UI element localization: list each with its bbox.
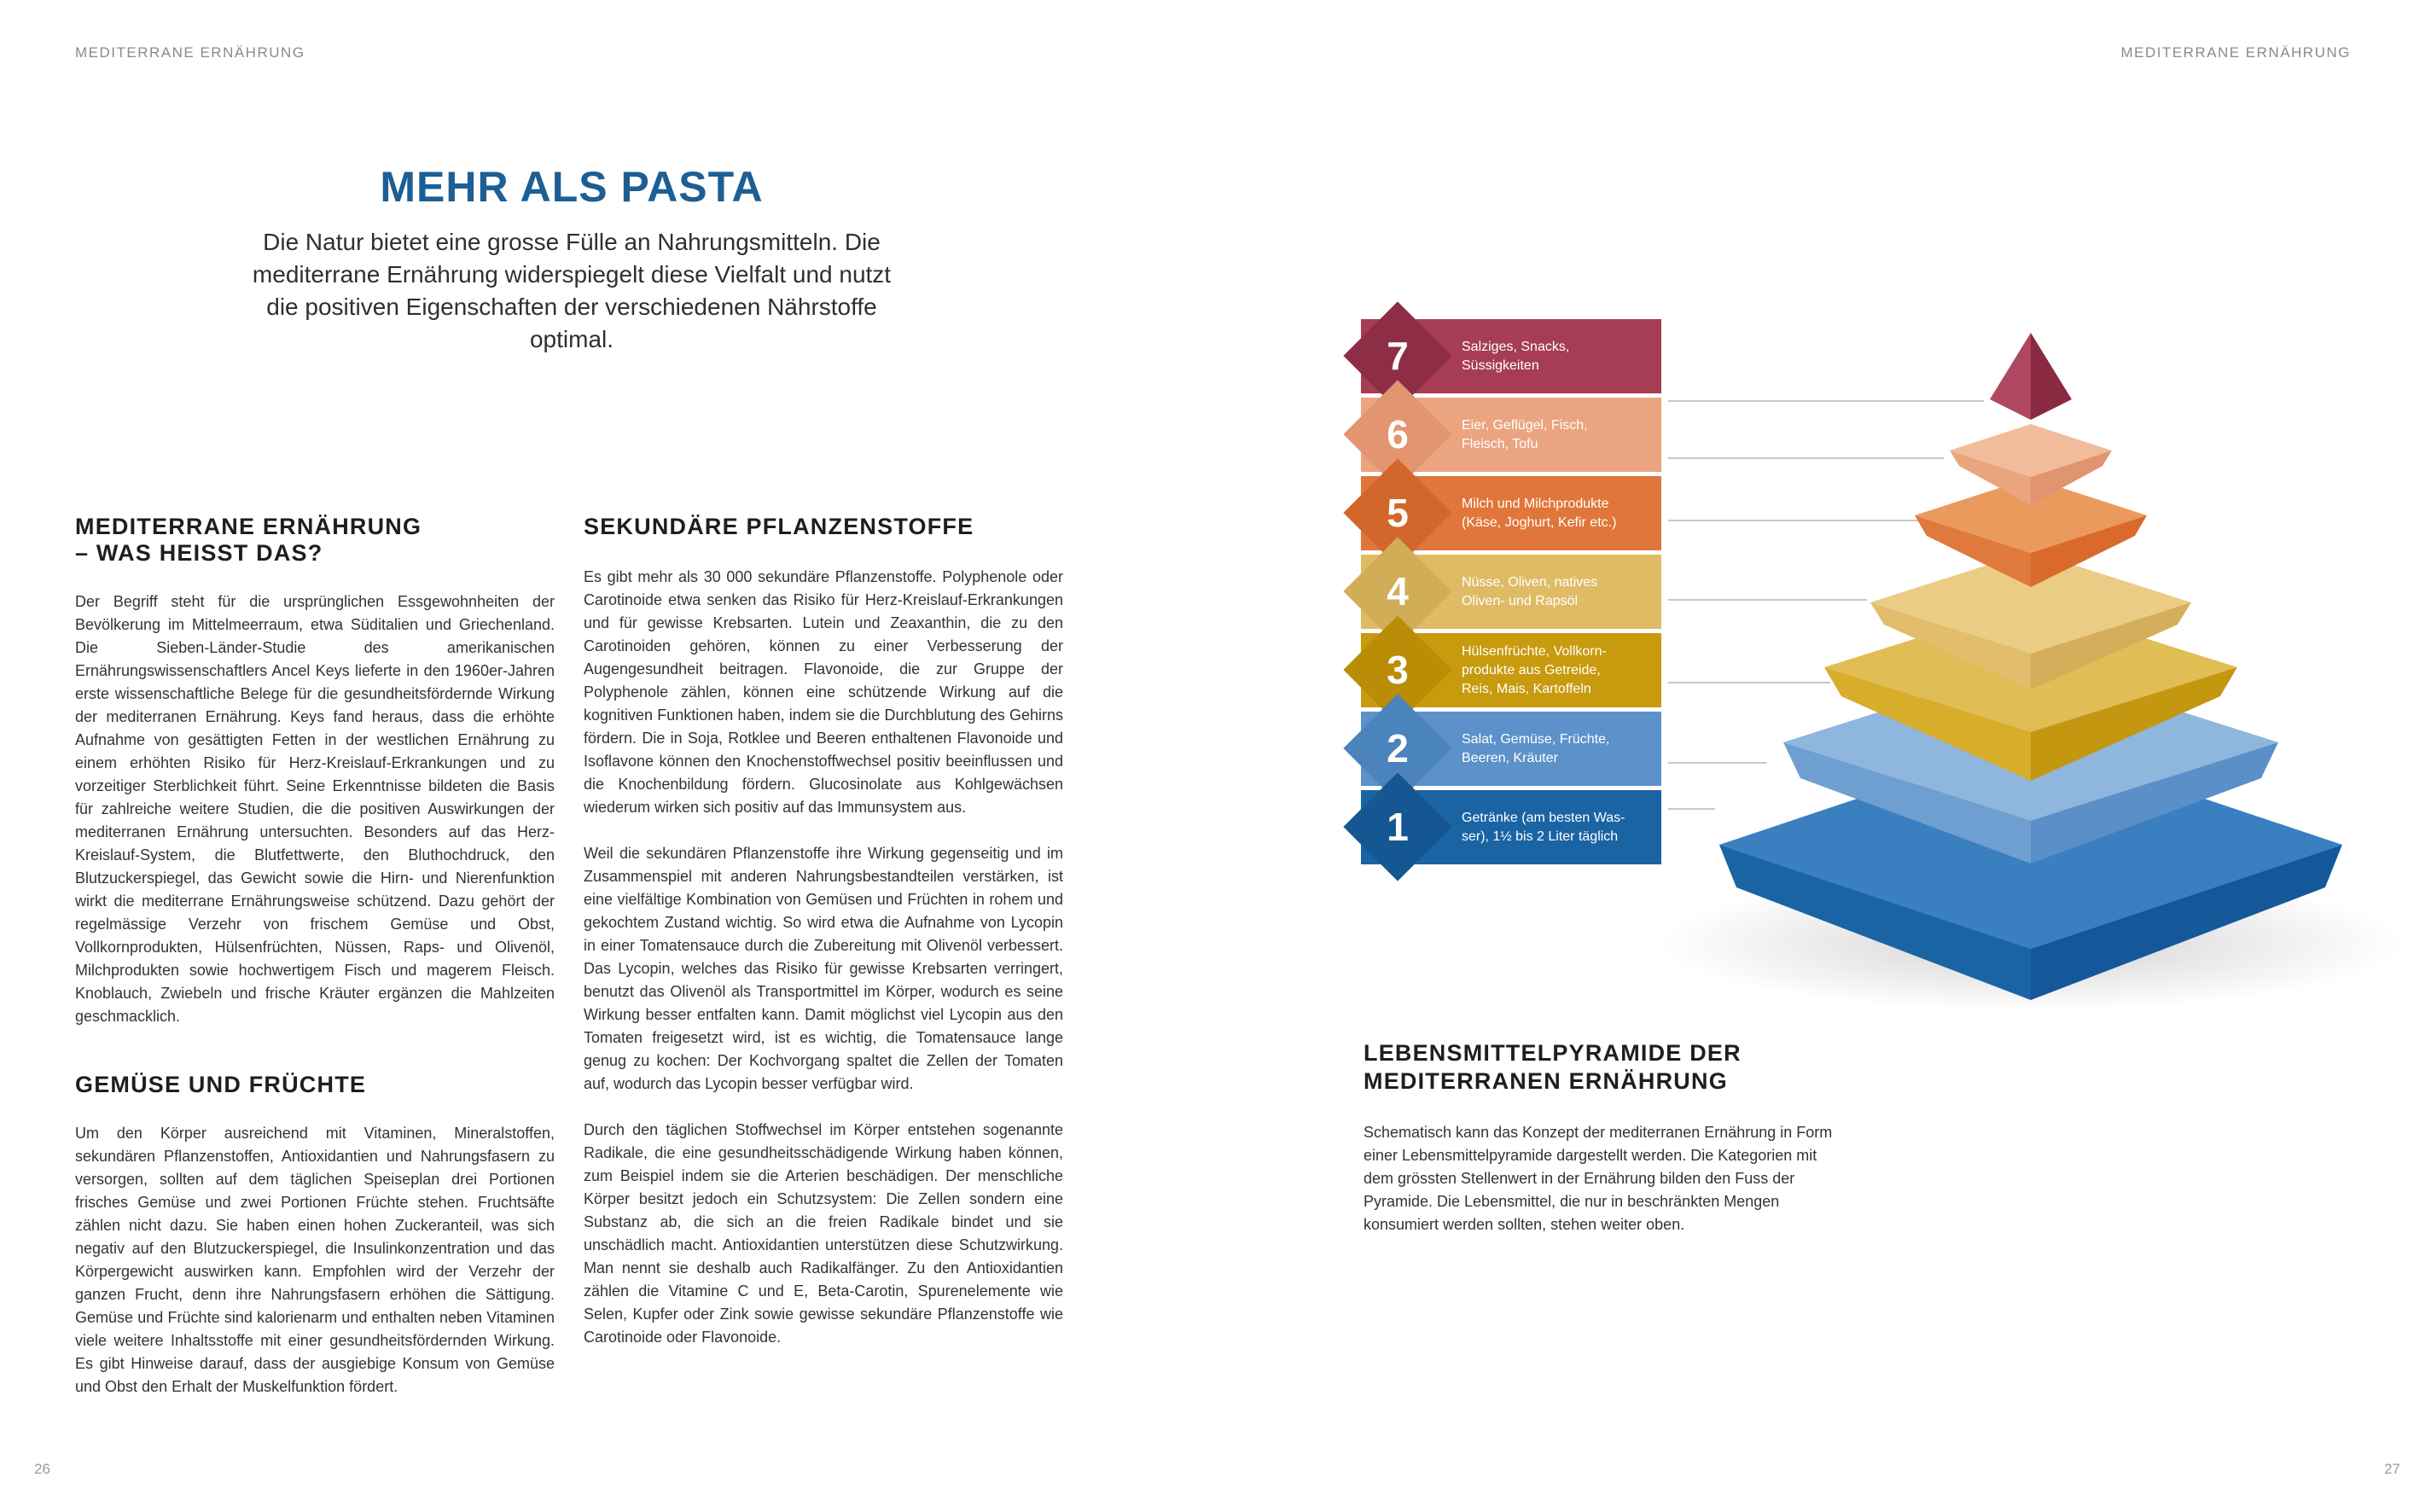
pyramid-tier-2 [1783, 664, 2278, 864]
level-number: 6 [1387, 412, 1409, 457]
section-sekundaere-pflanzenstoffe [584, 514, 1063, 1349]
legend-band: Salziges, Snacks, Süssigkeiten [1361, 319, 1661, 393]
page-number-left: 26 [34, 1461, 50, 1477]
section-paragraph: Weil die sekundären Pflanzenstoffe ihre Wirkung gegenseitig und im Zusammenspiel mit anderen Nahrungsbestandteilen verstärken, ist eine vielfältige Kombination von Gemüsen und Früchten in rohem und gekochtem Zustand wichtig. So wird etwa die Aufnahme von Lycopin in einer Tomatensauce durch die Zubereitung mit Olivenöl verbessert. Das Lycopin, welches das Risiko für gewisse Krebsarten verringert, benutzt das Olivenöl als Transportmittel im Körper, wodurch es seine Wirkung besser entfalten kann. Damit möglichst viel Lycopin aus den Tomaten freigesetzt wird, ist es wichtig, die Tomatensauce lange genug zu kochen: Der Kochvorgang spaltet die Zellen der Tomaten auf, wodurch das Lycopin besser verfügbar wird. [584, 845, 1063, 1092]
page-title: MEHR ALS PASTA [380, 163, 764, 211]
pyramid-tier-6 [1950, 424, 2112, 505]
legend-band: Eier, Geflügel, Fisch, Fleisch, Tofu [1361, 398, 1661, 472]
level-number: 2 [1387, 726, 1409, 771]
legend-band: Salat, Gemüse, Früchte, Beeren, Kräuter [1361, 712, 1661, 786]
pyramid-description: Schematisch kann das Konzept der mediterranen Ernährung in Form einer Lebensmittelpyramide dargestellt werden. Die Kategorien mit dem grössten Stellenwert in der Ernährung bilden den Fuss der Pyramide. Die Lebensmittel, die nur in beschränkten Mengen konsumiert werden sollten, stehen weiter oben. [1364, 1124, 1833, 1233]
pyramid-tier-5 [1915, 478, 2147, 587]
pyramid-heading: LEBENSMITTELPYRAMIDE DER MEDITERRANEN ERNÄHRUNG [1364, 1040, 1742, 1094]
intro-text: Die Natur bietet eine grosse Fülle an Nahrungsmitteln. Die mediterrane Ernährung widerspiegelt diese Vielfalt und nutzt die positiven Eigenschaften der verschiedenen Nährstoffe optimal. [252, 229, 892, 352]
page-number-right: 27 [2384, 1461, 2400, 1477]
legend-band: Hülsenfrüchte, Vollkorn- produkte aus Getreide, Reis, Mais, Kartoffeln [1361, 633, 1661, 707]
legend-band: Milch und Milchprodukte (Käse, Joghurt, Kefir etc.) [1361, 476, 1661, 550]
section-paragraph: Um den Körper ausreichend mit Vitaminen, Mineralstoffen, sekundären Pflanzenstoffen, Antioxidantien und Nahrungsfasern zu versorgen, sollten auf dem täglichen Speiseplan drei Portionen frisches Gemüse und zwei Portionen Früchte stehen. Fruchtsäfte zählen nicht dazu. Sie haben einen hohen Zuckeranteil, was sich negativ auf den Blutzuckerspiegel, die Insulinkonzentration und das Körpergewicht auswirken kann. Empfohlen wird der Verzehr der ganzen Frucht, denn ihre Nahrungsfasern erhöhen die Sättigung. Gemüse und Früchte sind kalorienarm und enthalten neben Vitaminen viele weitere Inhaltsstoffe mit einer gesundheitsfördernden Wirkung. Es gibt Hinweise darauf, dass der ausgiebige Konsum von Gemüse und Obst den Erhalt der Muskelfunktion fördert. [75, 1125, 555, 1395]
legend-band: Nüsse, Oliven, natives Oliven- und Rapsöl [1361, 555, 1661, 629]
running-head-right: MEDITERRANE ERNÄHRUNG [2120, 44, 2351, 61]
section-gemuese-fruechte [75, 1072, 555, 1399]
level-number: 5 [1387, 491, 1409, 535]
section-heading: SEKUNDÄRE PFLANZENSTOFFE [584, 514, 974, 539]
level-number: 1 [1387, 805, 1409, 849]
section-paragraph: Es gibt mehr als 30 000 sekundäre Pflanzenstoffe. Polyphenole oder Carotinoide etwa senken das Risiko für Herz-Kreislauf-Erkrankungen und für gewisse Krebsarten. Lutein und Zeaxanthin, die zu den Carotinoiden gehören, können zu einer Verbesserung der Augengesundheit beitragen. Flavonoide, die zur Gruppe der Polyphenole zählen, können eine schützende Wirkung auf die kognitiven Funktionen haben, indem sie die Durchblutung des Gehirns fördern. Die in Soja, Rotklee und Beeren enthaltenen Flavonoide und Isoflavone können den Knochenstoffwechsel positiv beeinflussen und die Knochenbildung fördern. Glucosinolate aus Kohlgewächsen wiederum wirken sich positiv auf das Immunsystem aus. [584, 568, 1063, 816]
pyramid-tier-1 [1719, 741, 2342, 1000]
pyramid-tier-4 [1870, 551, 2191, 689]
section-heading: MEDITERRANE ERNÄHRUNG – WAS HEISST DAS? [75, 514, 422, 566]
pyramid-caption [1364, 1039, 1910, 1236]
pyramid-tier-3 [1824, 602, 2237, 781]
level-number: 3 [1387, 648, 1409, 692]
section-paragraph: Der Begriff steht für die ursprünglichen Essgewohnheiten der Bevölkerung im Mittelmeerraum, etwa Süditalien und Griechenland. Die Sieben-Länder-Studie des amerikanischen Ernährungswissenschaftlers Ancel Keys lieferte in den 1960er-Jahren erste wissenschaftliche Belege für die gesundheitsfördernde Wirkung der mediterranen Ernährung. Keys fand heraus, dass die erhöhte Aufnahme von gesättigten Fetten in der westlichen Ernährung zu einem erhöhten Risiko für Herz-Kreislauf-Erkrankungen und zu vorzeitiger Sterblichkeit führt. Seine Erkenntnisse bildeten die Basis für zahlreiche weitere Studien, die die positiven Auswirkungen der mediterranen Ernährung untersuchten. Besonders auf das Herz-Kreislauf-System, die Blutfettwerte, den Bluthochdruck, den Blutzuckerspiegel, das Gewicht sowie die Hirn- und Nierenfunktion wirkt die mediterrane Ernährungsweise schützend. Dazu gehört der regelmässige Verzehr von frischem Gemüse und Obst, Vollkornprodukten, Hülsenfrüchten, Nüssen, Raps- und Olivenöl, Milchprodukten sowie hochwertigem Fisch und magerem Fleisch. Knoblauch, Zwiebeln und frische Kräuter ergänzen die Mahlzeiten geschmacklich. [75, 593, 555, 1025]
section-paragraph: Durch den täglichen Stoffwechsel im Körper entstehen sogenannte Radikale, die eine gesundheitsschädigende Wirkung haben können, zum Beispiel indem sie die Arterien beschädigen. Der menschliche Körper besitzt jedoch ein Schutzsystem: Die Zellen sondern eine Substanz ab, die sich an die freien Radikale bindet und sie unschädlich macht. Antioxidantien unterstützen diese Schutzwirkung. Man nennt sie deshalb auch Radikalfänger. Zu den Antioxidantien zählen die Vitamine C und E, Beta-Carotin, Spurenelemente wie Selen, Kupfer oder Zink sowie gewisse sekundäre Pflanzenstoffe wie Carotinoide oder Flavonoide. [584, 1121, 1063, 1346]
running-head-left: MEDITERRANE ERNÄHRUNG [75, 44, 305, 61]
level-number: 7 [1387, 334, 1409, 378]
pyramid-shadow [1655, 875, 2406, 1011]
section-heading: GEMÜSE UND FRÜCHTE [75, 1072, 367, 1097]
level-number: 4 [1387, 569, 1409, 614]
legend-band: Getränke (am besten Was- ser), 1½ bis 2 Liter täglich [1361, 790, 1661, 864]
section-mediterrane-ernaehrung [75, 514, 555, 1028]
pyramid-tier-7 [1990, 333, 2072, 420]
